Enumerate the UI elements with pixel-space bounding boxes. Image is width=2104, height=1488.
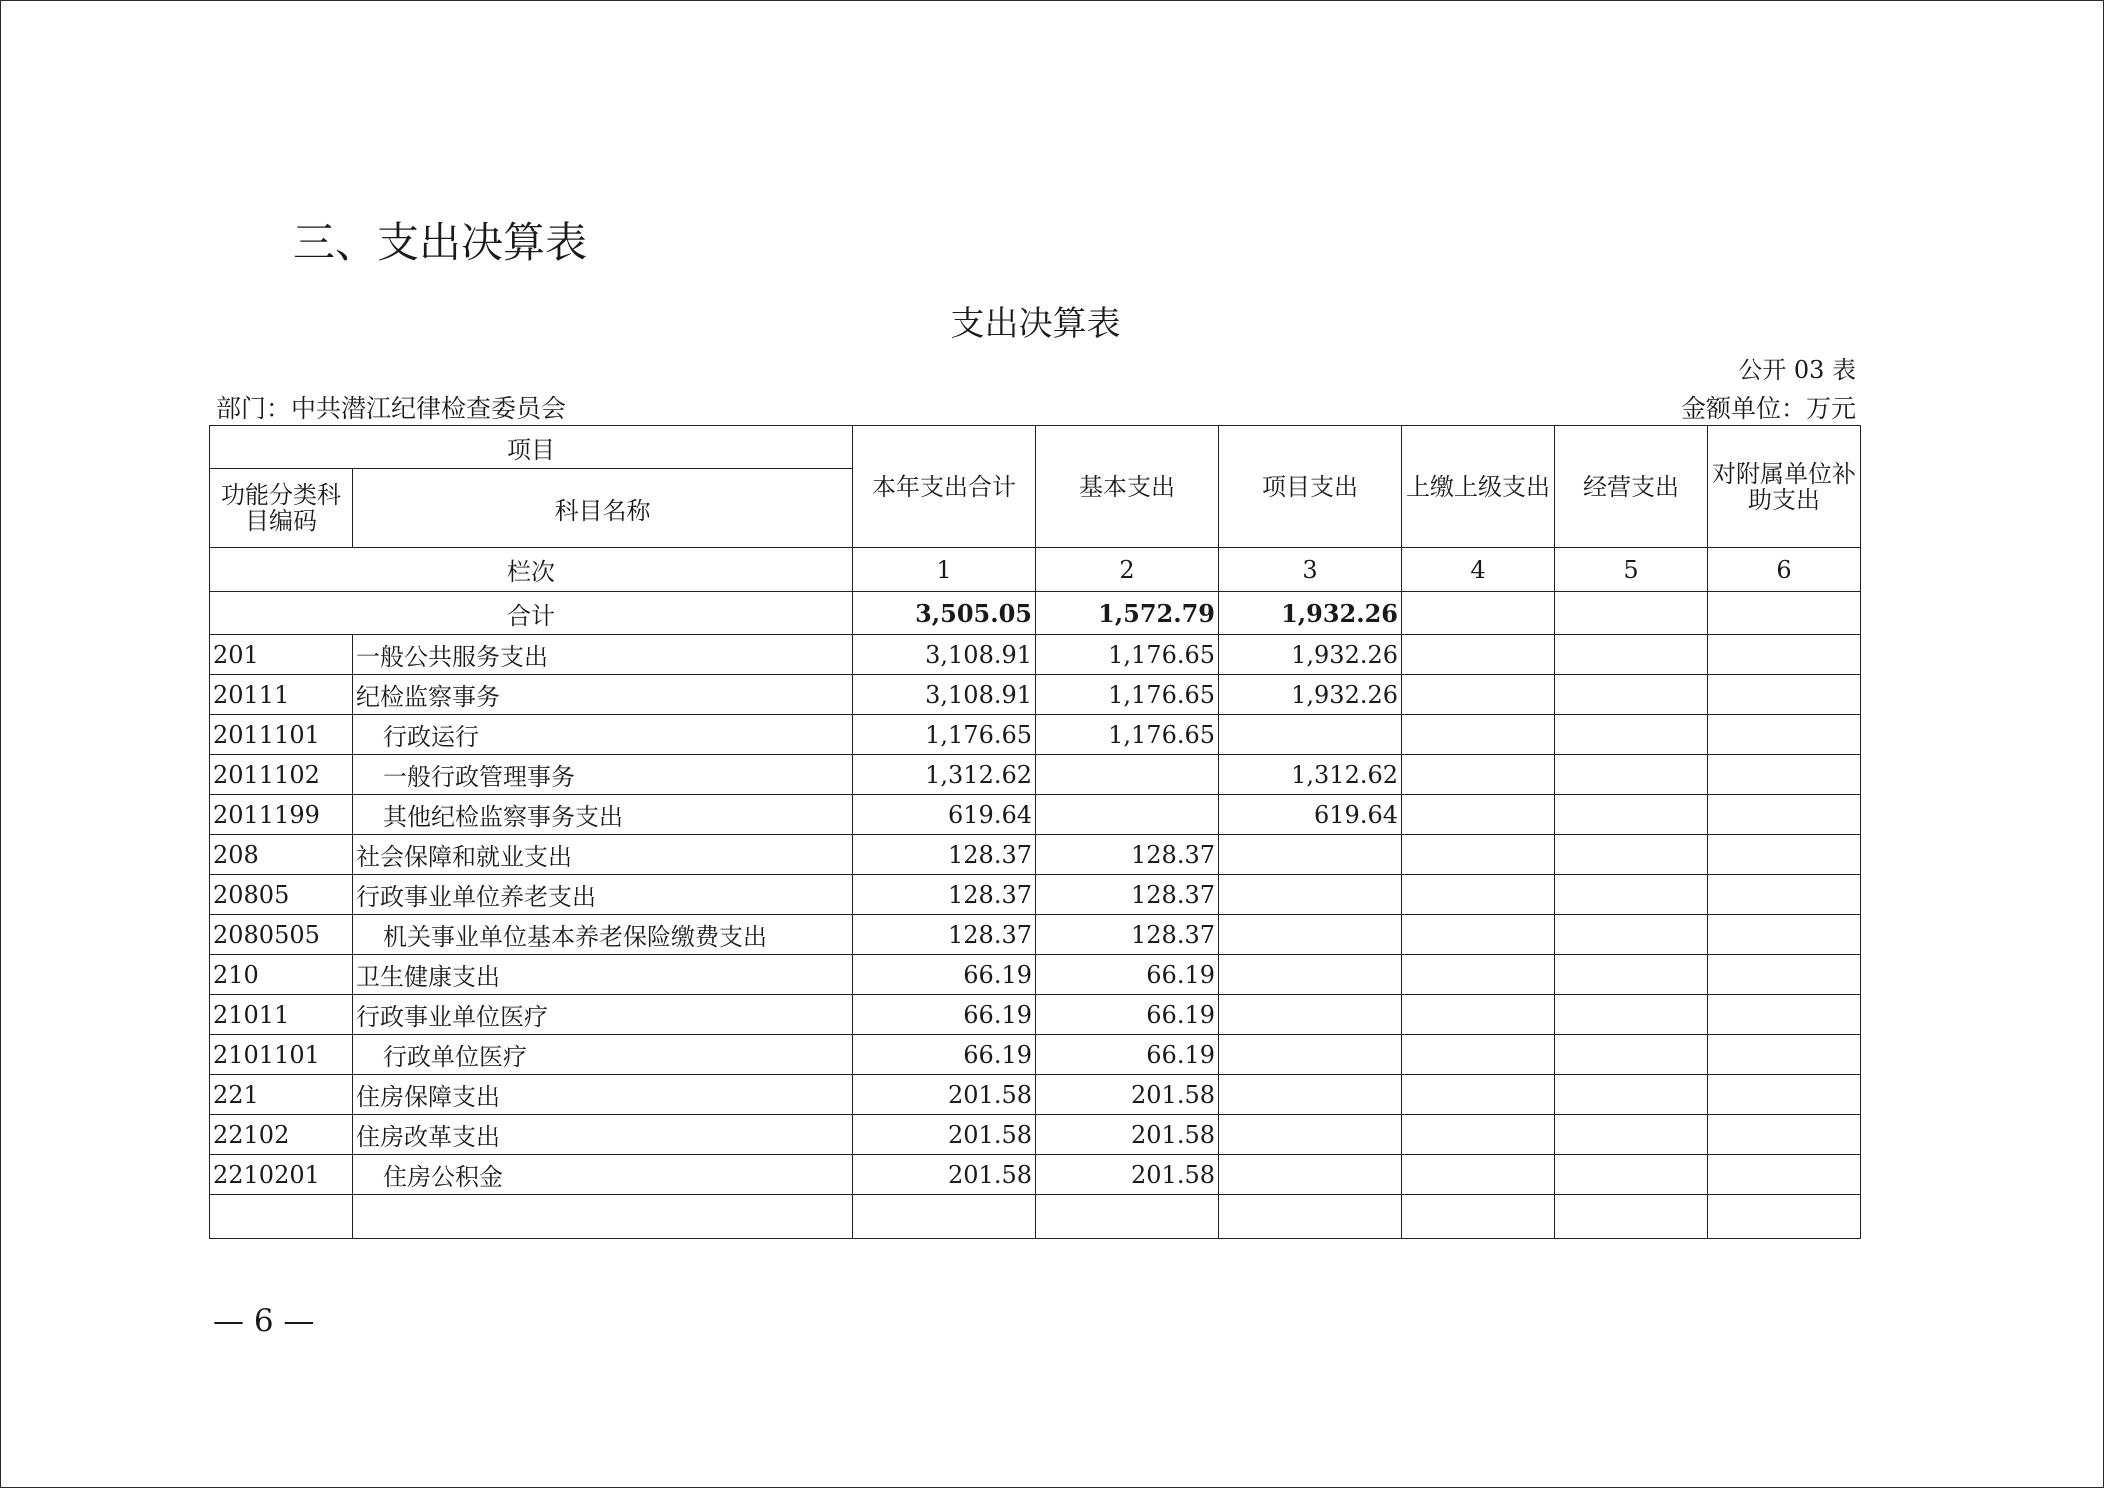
row-col5: [1555, 715, 1708, 755]
row-col2: [1036, 795, 1219, 835]
table-row: [210, 1155, 1861, 1195]
column-index-row: [210, 548, 1861, 592]
row-col2: 201.58: [1036, 1115, 1219, 1155]
total-col4: [1402, 592, 1555, 635]
row-code: 20111: [210, 675, 353, 715]
row-col3: [1219, 1195, 1402, 1239]
row-col5: [1555, 875, 1708, 915]
row-col2: 1,176.65: [1036, 675, 1219, 715]
row-col3: [1219, 875, 1402, 915]
row-code: 201: [210, 635, 353, 675]
row-col4: [1402, 715, 1555, 755]
row-code: 2210201: [210, 1155, 353, 1195]
row-code: 221: [210, 1075, 353, 1115]
row-col4: [1402, 995, 1555, 1035]
row-col2: 128.37: [1036, 875, 1219, 915]
column-index-2: 2: [1036, 548, 1219, 592]
row-col3: [1219, 715, 1402, 755]
row-col6: [1708, 715, 1861, 755]
total-col5: [1555, 592, 1708, 635]
row-col4: [1402, 795, 1555, 835]
row-name: [353, 1195, 853, 1239]
table-row: [210, 1195, 1861, 1239]
row-col1: 201.58: [853, 1115, 1036, 1155]
header-code: 功能分类科目编码: [210, 469, 353, 548]
department-label: 部门：中共潜江纪律检查委员会: [216, 394, 567, 423]
row-name: 行政事业单位养老支出: [353, 875, 853, 915]
row-col5: [1555, 1035, 1708, 1075]
row-col3: 619.64: [1219, 795, 1402, 835]
header-col4: 上缴上级支出: [1402, 426, 1555, 548]
row-col4: [1402, 635, 1555, 675]
row-col6: [1708, 955, 1861, 995]
row-col3: [1219, 1155, 1402, 1195]
row-name: 机关事业单位基本养老保险缴费支出: [353, 915, 853, 955]
row-col6: [1708, 875, 1861, 915]
row-col5: [1555, 755, 1708, 795]
row-name: 其他纪检监察事务支出: [353, 795, 853, 835]
table-row: [210, 955, 1861, 995]
row-col1: 201.58: [853, 1075, 1036, 1115]
row-col5: [1555, 1115, 1708, 1155]
row-code: 22102: [210, 1115, 353, 1155]
row-col5: [1555, 915, 1708, 955]
row-col2: 201.58: [1036, 1075, 1219, 1115]
row-code: 20805: [210, 875, 353, 915]
total-col1: 3,505.05: [853, 592, 1036, 635]
header-col3: 项目支出: [1219, 426, 1402, 548]
row-name: 住房公积金: [353, 1155, 853, 1195]
row-name: 行政运行: [353, 715, 853, 755]
row-col6: [1708, 835, 1861, 875]
row-code: 210: [210, 955, 353, 995]
table-row: [210, 915, 1861, 955]
header-col6: 对附属单位补助支出: [1708, 426, 1861, 548]
row-col1: 66.19: [853, 955, 1036, 995]
expenditure-table: [209, 425, 1861, 1239]
total-label: 合计: [210, 592, 853, 635]
header-col5: 经营支出: [1555, 426, 1708, 548]
form-number: 公开 03 表: [1738, 356, 1856, 384]
header-name: 科目名称: [353, 469, 853, 548]
row-col3: 1,932.26: [1219, 635, 1402, 675]
row-col1: 128.37: [853, 835, 1036, 875]
row-col2: 201.58: [1036, 1155, 1219, 1195]
row-col3: [1219, 835, 1402, 875]
row-col6: [1708, 1075, 1861, 1115]
row-col4: [1402, 1075, 1555, 1115]
row-name: 纪检监察事务: [353, 675, 853, 715]
row-col2: 66.19: [1036, 1035, 1219, 1075]
row-col1: 3,108.91: [853, 675, 1036, 715]
row-col6: [1708, 675, 1861, 715]
row-col4: [1402, 755, 1555, 795]
row-col1: 3,108.91: [853, 635, 1036, 675]
row-col6: [1708, 635, 1861, 675]
row-col5: [1555, 1075, 1708, 1115]
column-index-label: 栏次: [210, 548, 853, 592]
row-col4: [1402, 1035, 1555, 1075]
table-row: [210, 715, 1861, 755]
row-col6: [1708, 1155, 1861, 1195]
row-col3: [1219, 1115, 1402, 1155]
row-col5: [1555, 795, 1708, 835]
table-row: [210, 675, 1861, 715]
row-col4: [1402, 915, 1555, 955]
row-col1: 619.64: [853, 795, 1036, 835]
column-index-5: 5: [1555, 548, 1708, 592]
row-col6: [1708, 795, 1861, 835]
table-row: [210, 875, 1861, 915]
table-row: [210, 1035, 1861, 1075]
table-row: [210, 1075, 1861, 1115]
row-code: 2011101: [210, 715, 353, 755]
column-index-1: 1: [853, 548, 1036, 592]
row-col2: [1036, 755, 1219, 795]
row-col2: 128.37: [1036, 835, 1219, 875]
table-row: [210, 835, 1861, 875]
row-code: 2080505: [210, 915, 353, 955]
row-col1: 201.58: [853, 1155, 1036, 1195]
header-col1: 本年支出合计: [853, 426, 1036, 548]
row-col5: [1555, 955, 1708, 995]
row-col4: [1402, 1115, 1555, 1155]
row-col3: [1219, 995, 1402, 1035]
unit-label: 金额单位：万元: [1680, 394, 1856, 423]
table-title: 支出决算表: [950, 304, 1121, 344]
table-row: [210, 1115, 1861, 1155]
row-col2: 66.19: [1036, 995, 1219, 1035]
row-col6: [1708, 1195, 1861, 1239]
row-col2: 66.19: [1036, 955, 1219, 995]
table-row: [210, 635, 1861, 675]
row-name: 卫生健康支出: [353, 955, 853, 995]
header-col2: 基本支出: [1036, 426, 1219, 548]
row-code: 2101101: [210, 1035, 353, 1075]
section-heading: 三、支出决算表: [293, 218, 588, 267]
row-col1: 66.19: [853, 1035, 1036, 1075]
row-col5: [1555, 835, 1708, 875]
header-item: 项目: [210, 426, 853, 469]
row-name: 社会保障和就业支出: [353, 835, 853, 875]
row-col3: [1219, 915, 1402, 955]
row-name: 住房保障支出: [353, 1075, 853, 1115]
row-col4: [1402, 1195, 1555, 1239]
row-col4: [1402, 835, 1555, 875]
row-col1: 1,312.62: [853, 755, 1036, 795]
column-index-4: 4: [1402, 548, 1555, 592]
row-name: 住房改革支出: [353, 1115, 853, 1155]
row-col2: 128.37: [1036, 915, 1219, 955]
row-col3: 1,312.62: [1219, 755, 1402, 795]
row-col4: [1402, 1155, 1555, 1195]
row-name: 行政单位医疗: [353, 1035, 853, 1075]
row-col6: [1708, 1035, 1861, 1075]
row-code: 2011199: [210, 795, 353, 835]
row-col6: [1708, 1115, 1861, 1155]
row-col2: 1,176.65: [1036, 715, 1219, 755]
row-col6: [1708, 995, 1861, 1035]
row-col1: [853, 1195, 1036, 1239]
row-col4: [1402, 875, 1555, 915]
row-col6: [1708, 755, 1861, 795]
column-index-6: 6: [1708, 548, 1861, 592]
row-code: [210, 1195, 353, 1239]
row-col5: [1555, 675, 1708, 715]
row-col3: [1219, 1075, 1402, 1115]
page-number: — 6 —: [213, 1303, 315, 1339]
row-name: 行政事业单位医疗: [353, 995, 853, 1035]
row-name: 一般公共服务支出: [353, 635, 853, 675]
row-code: 21011: [210, 995, 353, 1035]
row-col5: [1555, 995, 1708, 1035]
total-col6: [1708, 592, 1861, 635]
row-col6: [1708, 915, 1861, 955]
row-col1: 1,176.65: [853, 715, 1036, 755]
row-code: 208: [210, 835, 353, 875]
total-col2: 1,572.79: [1036, 592, 1219, 635]
row-name: 一般行政管理事务: [353, 755, 853, 795]
column-index-3: 3: [1219, 548, 1402, 592]
row-col3: [1219, 955, 1402, 995]
row-col5: [1555, 1195, 1708, 1239]
row-col2: 1,176.65: [1036, 635, 1219, 675]
row-col5: [1555, 635, 1708, 675]
row-col1: 128.37: [853, 875, 1036, 915]
row-col3: 1,932.26: [1219, 675, 1402, 715]
total-row: [210, 592, 1861, 635]
table-row: [210, 795, 1861, 835]
row-col1: 128.37: [853, 915, 1036, 955]
row-col4: [1402, 955, 1555, 995]
row-col2: [1036, 1195, 1219, 1239]
row-col1: 66.19: [853, 995, 1036, 1035]
header-row-1: [210, 426, 1861, 469]
row-code: 2011102: [210, 755, 353, 795]
table-row: [210, 755, 1861, 795]
row-col4: [1402, 675, 1555, 715]
total-col3: 1,932.26: [1219, 592, 1402, 635]
table-row: [210, 995, 1861, 1035]
row-col3: [1219, 1035, 1402, 1075]
row-col5: [1555, 1155, 1708, 1195]
